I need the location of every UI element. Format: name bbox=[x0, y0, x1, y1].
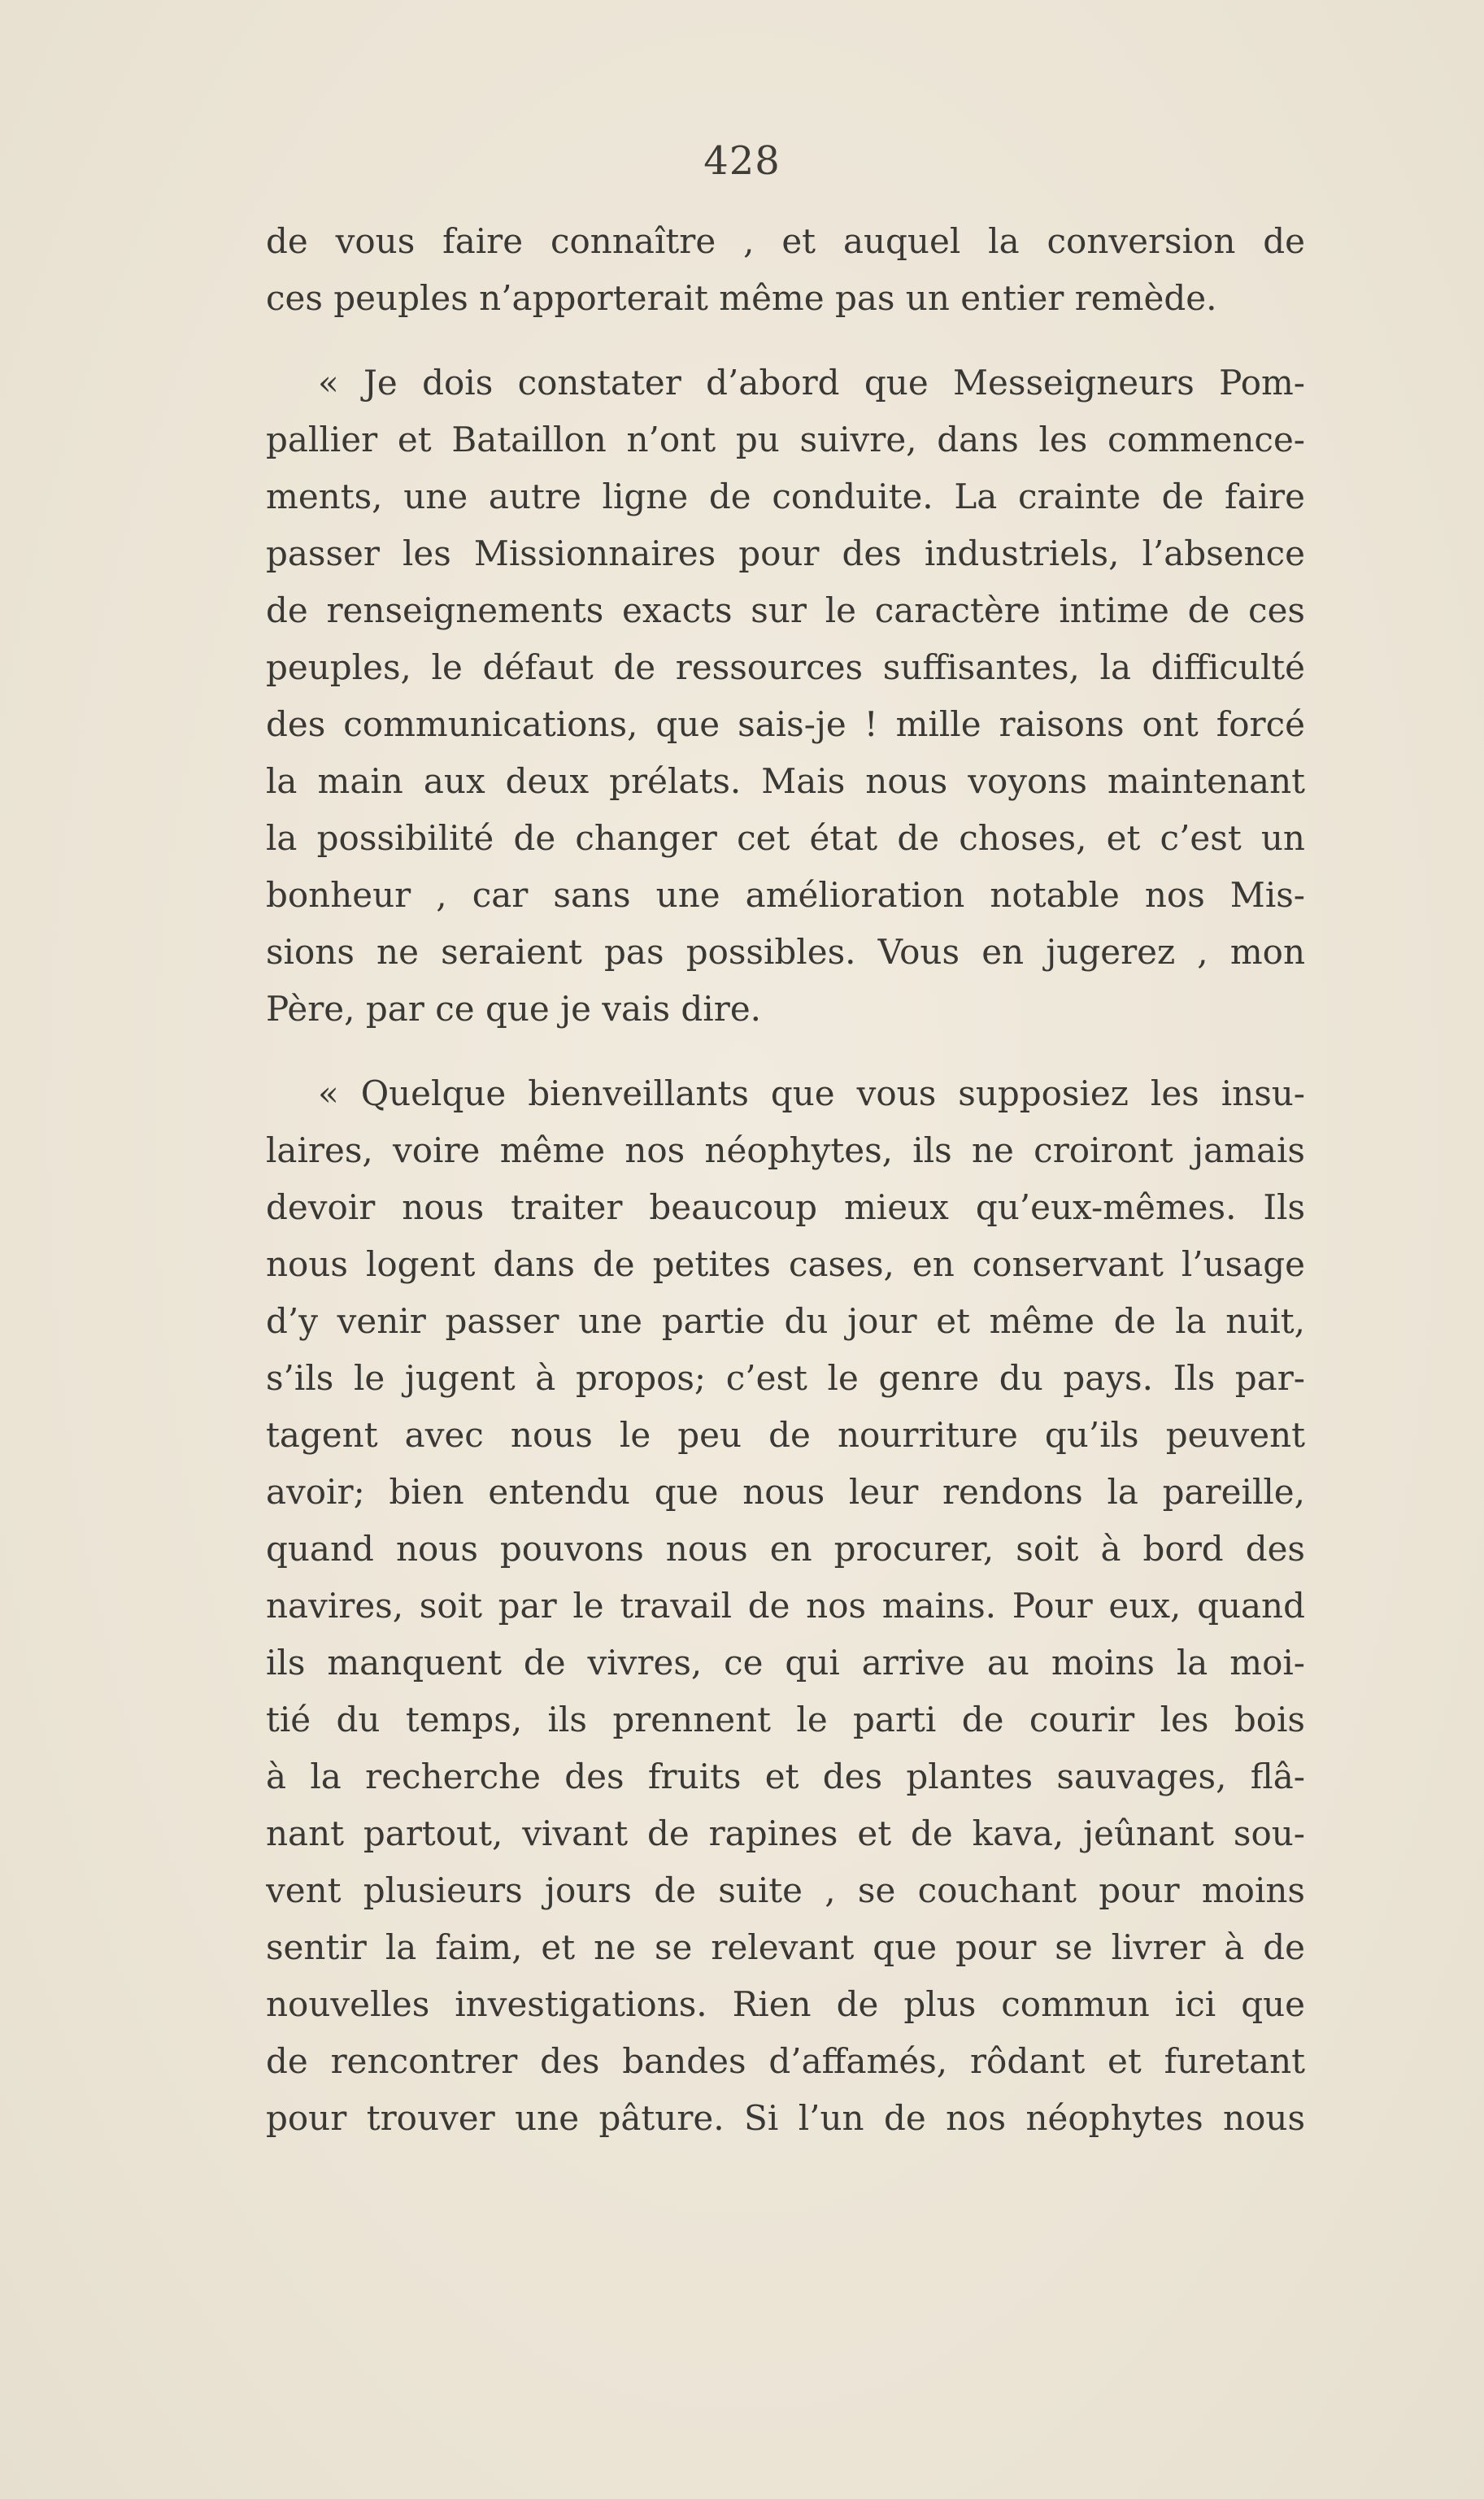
text-line: nouvelles investigations. Rien de plus commun ici que bbox=[266, 1984, 1305, 2024]
paragraph-1 bbox=[266, 213, 1305, 327]
text-line: devoir nous traiter beaucoup mieux qu’eux-mêmes. Ils bbox=[266, 1187, 1305, 1227]
text-line: tagent avec nous le peu de nourriture qu’ils peuvent bbox=[266, 1415, 1305, 1455]
text-line: bonheur , car sans une amélioration notable nos Mis- bbox=[266, 875, 1305, 915]
text-line: s’ils le jugent à propos; c’est le genre du pays. Ils par- bbox=[266, 1358, 1305, 1398]
text-line: passer les Missionnaires pour des industriels, l’absence bbox=[266, 533, 1305, 573]
text-line: peuples, le défaut de ressources suffisantes, la difficulté bbox=[266, 647, 1305, 687]
text-line: Père, par ce que je vais dire. bbox=[266, 989, 762, 1029]
text-line: pallier et Bataillon n’ont pu suivre, dans les commence- bbox=[266, 420, 1305, 459]
text-line: ments, une autre ligne de conduite. La crainte de faire bbox=[266, 477, 1305, 516]
text-line: tié du temps, ils prennent le parti de courir les bois bbox=[266, 1700, 1305, 1739]
text-line: à la recherche des fruits et des plantes sauvages, flâ- bbox=[266, 1757, 1305, 1796]
text-line: « Je dois constater d’abord que Messeigneurs Pom- bbox=[318, 363, 1305, 403]
text-line: quand nous pouvons nous en procurer, soit à bord des bbox=[266, 1529, 1305, 1569]
text-line: sentir la faim, et ne se relevant que pour se livrer à de bbox=[266, 1927, 1305, 1967]
text-line: « Quelque bienveillants que vous supposiez les insu- bbox=[318, 1073, 1305, 1113]
text-line: avoir; bien entendu que nous leur rendons la pareille, bbox=[266, 1472, 1305, 1512]
text-line: laires, voire même nos néophytes, ils ne croiront jamais bbox=[266, 1130, 1305, 1170]
text-line: la possibilité de changer cet état de choses, et c’est un bbox=[266, 818, 1305, 858]
text-line: de renseignements exacts sur le caractère intime de ces bbox=[266, 590, 1305, 630]
text-line: pour trouver une pâture. Si l’un de nos néophytes nous bbox=[266, 2098, 1305, 2138]
text-line: de vous faire connaître , et auquel la conversion de bbox=[266, 221, 1305, 261]
text-line: ils manquent de vivres, ce qui arrive au moins la moi- bbox=[266, 1643, 1305, 1683]
body-text bbox=[266, 213, 1305, 2147]
paragraph-3 bbox=[266, 1065, 1305, 2147]
text-line: vent plusieurs jours de suite , se couchant pour moins bbox=[266, 1870, 1305, 1910]
text-line: de rencontrer des bandes d’affamés, rôdant et furetant bbox=[266, 2041, 1305, 2081]
page-number: 428 bbox=[703, 138, 781, 184]
text-line: nant partout, vivant de rapines et de kava, jeûnant sou- bbox=[266, 1813, 1305, 1853]
text-line: des communications, que sais-je ! mille raisons ont forcé bbox=[266, 704, 1305, 744]
text-line: nous logent dans de petites cases, en conservant l’usage bbox=[266, 1244, 1305, 1284]
text-line: ces peuples n’apporterait même pas un entier remède. bbox=[266, 278, 1217, 318]
text-line: d’y venir passer une partie du jour et même de la nuit, bbox=[266, 1301, 1305, 1341]
paragraph-2 bbox=[266, 355, 1305, 1038]
text-line: la main aux deux prélats. Mais nous voyons maintenant bbox=[266, 761, 1305, 801]
text-line: navires, soit par le travail de nos mains. Pour eux, quand bbox=[266, 1586, 1305, 1626]
text-line: sions ne seraient pas possibles. Vous en jugerez , mon bbox=[266, 932, 1305, 972]
